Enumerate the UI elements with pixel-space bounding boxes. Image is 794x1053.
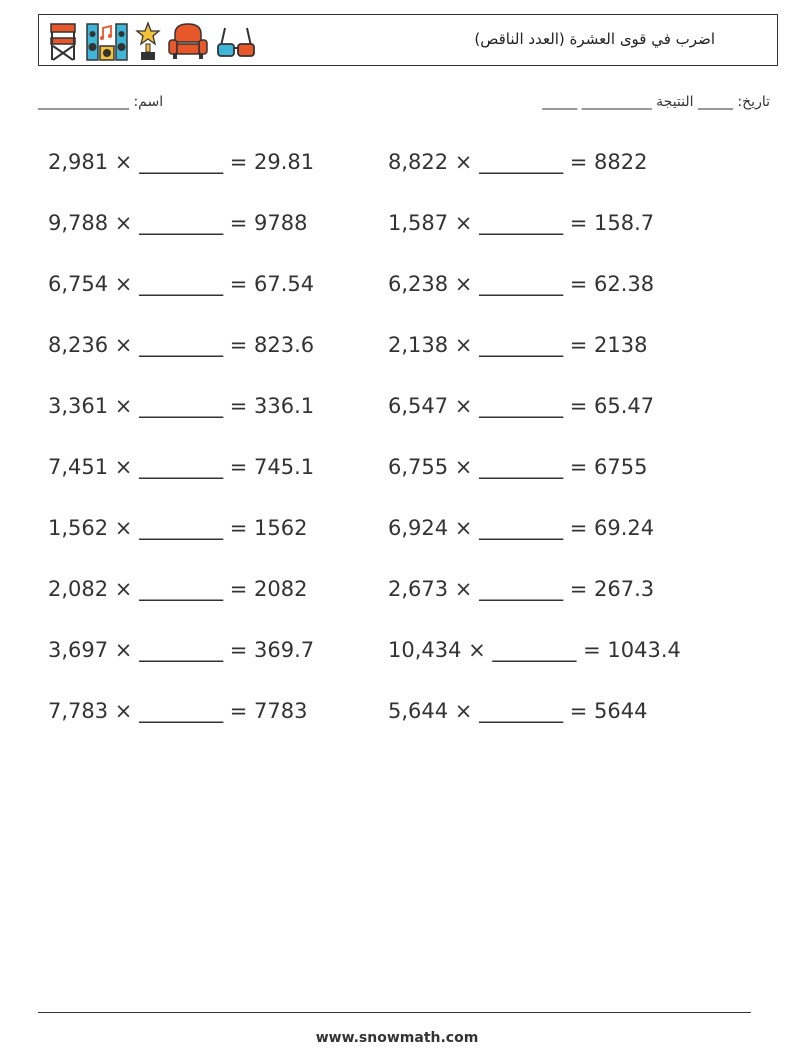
speakers-music-icon xyxy=(85,20,129,62)
name-field-label: اسم: _____________ xyxy=(38,94,164,110)
problem-right-4: 2,138 × ________ = 2138 xyxy=(388,333,648,357)
date-score-label: تاريخ: _____ النتيجة __________ _____ xyxy=(542,94,770,110)
trophy-star-icon xyxy=(135,20,161,62)
problem-left-6: 7,451 × ________ = 745.1 xyxy=(48,455,315,479)
problem-right-7: 6,924 × ________ = 69.24 xyxy=(388,516,655,540)
problem-left-4: 8,236 × ________ = 823.6 xyxy=(48,333,315,357)
problem-right-5: 6,547 × ________ = 65.47 xyxy=(388,394,655,418)
problem-right-9: 10,434 × ________ = 1043.4 xyxy=(388,638,681,662)
header-icons xyxy=(47,20,257,62)
problem-left-5: 3,361 × ________ = 336.1 xyxy=(48,394,315,418)
problem-left-9: 3,697 × ________ = 369.7 xyxy=(48,638,315,662)
footer-website[interactable]: www.snowmath.com xyxy=(315,1030,479,1046)
problem-left-8: 2,082 × ________ = 2082 xyxy=(48,577,308,601)
footer-divider xyxy=(38,1012,751,1013)
problem-right-6: 6,755 × ________ = 6755 xyxy=(388,455,648,479)
problem-left-7: 1,562 × ________ = 1562 xyxy=(48,516,308,540)
problem-right-8: 2,673 × ________ = 267.3 xyxy=(388,577,655,601)
problem-left-10: 7,783 × ________ = 7783 xyxy=(48,699,308,723)
problem-right-2: 1,587 × ________ = 158.7 xyxy=(388,211,655,235)
problem-right-3: 6,238 × ________ = 62.38 xyxy=(388,272,655,296)
problem-left-3: 6,754 × ________ = 67.54 xyxy=(48,272,315,296)
worksheet-header xyxy=(38,14,778,66)
problem-left-2: 9,788 × ________ = 9788 xyxy=(48,211,308,235)
armchair-icon xyxy=(167,20,209,62)
3d-glasses-icon xyxy=(215,20,257,62)
directors-chair-icon xyxy=(47,20,79,62)
worksheet-title: اضرب في قوى العشرة (العدد الناقص) xyxy=(474,30,715,48)
problem-right-10: 5,644 × ________ = 5644 xyxy=(388,699,648,723)
problem-left-1: 2,981 × ________ = 29.81 xyxy=(48,150,315,174)
problem-right-1: 8,822 × ________ = 8822 xyxy=(388,150,648,174)
